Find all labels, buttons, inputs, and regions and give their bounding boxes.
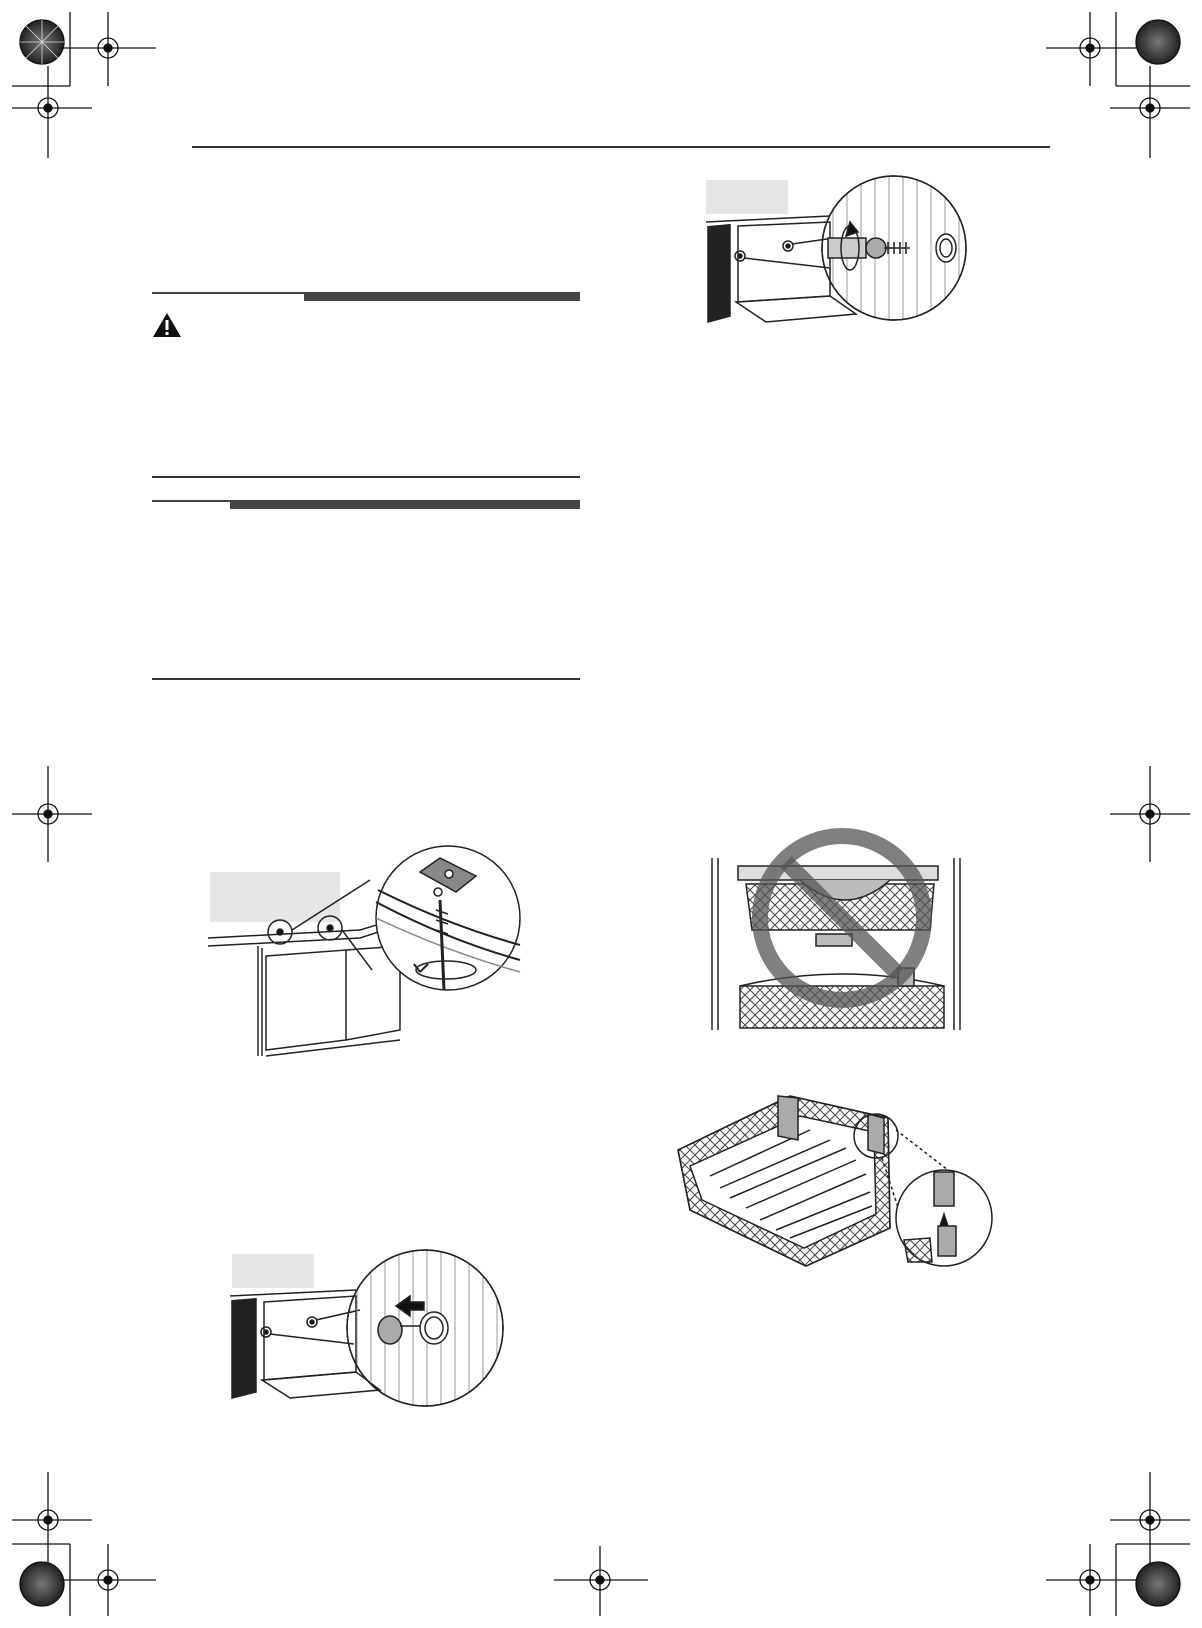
- fig-bracket-screw: [208, 846, 520, 1056]
- fig-side-screw: [706, 176, 966, 322]
- registration-mark-top-right: [1046, 12, 1190, 158]
- registration-mark-top-left: [12, 12, 156, 158]
- registration-mark-mid-right: [1110, 766, 1190, 862]
- fig-rack-prohibited: [712, 836, 960, 1030]
- registration-mark-bottom-right: [1046, 1472, 1190, 1616]
- registration-mark-mid-left: [12, 766, 92, 862]
- fig-rack-tab: [678, 1096, 992, 1266]
- registration-mark-bottom-center: [554, 1546, 648, 1616]
- fig-side-cap-remove: [230, 1250, 503, 1406]
- registration-mark-bottom-left: [12, 1472, 156, 1616]
